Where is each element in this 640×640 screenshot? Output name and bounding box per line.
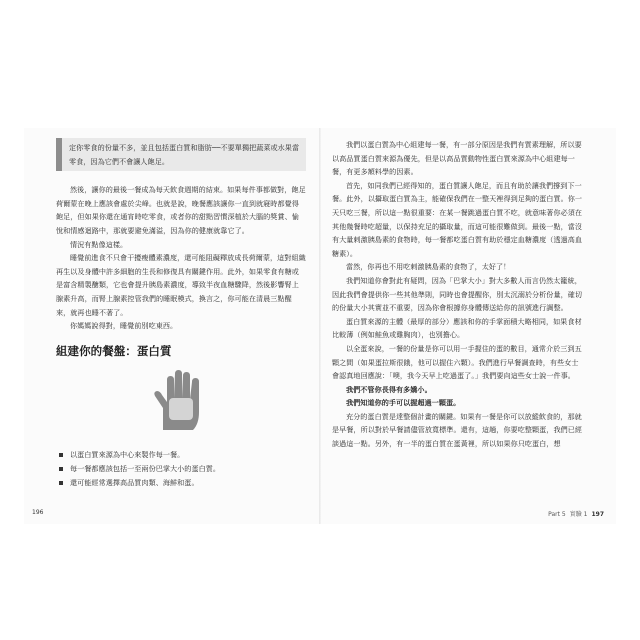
paragraph: 以全蛋來說，一餐的份量是你可以用一手握住的蛋的數目，通常介於三到五顆之間（如果蛋拉斯很餓，他可以握住六顆）。我們進行早餐調查時，有些女士會認真地回應說：「噢，我今天早上吃過蛋了。」我們要向這些女士說一件事。 (332, 343, 582, 381)
paragraph: 我們以蛋白質為中心組建每一餐，有一部分原因是我們有質素理解，所以要以高品質蛋白質來源為優先，但是以高品質動物性蛋白質來源為中心組建每一餐，有更多額料學的因素。 (332, 140, 582, 177)
bullet-list (56, 448, 306, 489)
paragraph: 然後，讓你的最後一餐成為每天飲食週期的結束。如果每件事都做對，飽足荷爾蒙在晚上應該會處於尖峰。也就是說，晚餐應該讓你一直到就寢時都覺得飽足，但如果你還在通宵時吃零食，或者你的甜點習慣深植於大腦的獎賞、愉悅和情感迴路中，那就要避免滿溢，因為你的健康就靠它了。 (56, 185, 306, 235)
callout-text: 定你零食的份量不多，並且包括蛋白質和脂肪──不要單獨把蔬菜或水果當零食，因為它們不會讓人飽足。 (69, 143, 300, 166)
running-footer-right (548, 509, 604, 518)
section-heading: 組建你的餐盤：蛋白質 (56, 343, 172, 358)
paragraph: 睡覺前進食不只會干擾瘦體素濃度，還可能阻礙釋放成長荷爾蒙，這對組織再生以及身體中許多細胞的生長和修復具有關鍵作用。此外，如果零食有糖或是富含精製醣類，它也會提升胰島素濃度，導致半夜血糖驟降，然後影響腎上腺素升高，而腎上腺素控管我們的睡眠模式，換言之，你可能在清晨三點醒來，就再也睡不著了。 (56, 253, 306, 317)
paragraph: 你媽媽說得對，睡覺前別吃東西。 (70, 321, 178, 331)
paragraph: 蛋白質來源的主體（最厚的部分）應該和你的手掌面積大略相同，如果食材比較薄（例如鮭魚或雞胸肉），也別擔心。 (332, 316, 582, 340)
left-page (56, 138, 306, 489)
list-item: 還可能經常選擇高品質肉類、海鮮和蛋。 (56, 476, 306, 490)
right-page (332, 138, 584, 451)
paragraph: 充分的蛋白質是達整個計畫的關鍵。如果有一餐是你可以放縱飲食的，那就是早餐，所以對於早餐請儘管放寬標準。還有，這趟，你要吃整顆蛋，我們已經談過這一點。另外，有一半的蛋白質在蛋黃裡，所以如果你只吃蛋白，想 (332, 411, 583, 449)
book-gutter (319, 128, 321, 524)
page-number-left: 196 (32, 509, 44, 516)
footer-section: Part 5 (548, 511, 566, 518)
list-item: 每一餐都應該包括一至兩份巴掌大小的蛋白質。 (56, 462, 306, 476)
emphasis-line: 我們知道你的手可以握超過一顆蛋。 (346, 398, 461, 408)
paragraph: 我們知道你會對此有疑問，因為「巴掌大小」對大多數人而言仍然太籠統，因此我們會提供你一些其他準則，同時也會提醒你，別太沉溺於分析份量，確切的份量大小其實並不重要，因為你會根據你身體傳送給你的訊號進行調整。 (332, 275, 583, 313)
list-item: 以蛋白質來源為中心來製作每一餐。 (56, 448, 306, 462)
page-number-right: 197 (591, 511, 604, 518)
palm-hand-icon (149, 368, 213, 434)
paragraph: 當然，你再也不用吃刺激胰島素的食物了，太好了！ (346, 262, 511, 272)
paragraph: 情況有點像這樣。 (70, 239, 128, 249)
emphasis-line: 我們不管你長得有多嬌小。 (346, 384, 432, 394)
paragraph: 首先，如同我們已經得知的，蛋白質讓人飽足，而且有助於讓我們撐到下一餐。此外，以攝取蛋白質為主，能確保我們在一整天裡得到足夠的蛋白質。你一天只吃三餐，所以這一點很重要：在某一餐跳過蛋白質不吃，就意味著你必須在其他幾餐時吃超量，以保持充足的攝取量，而這可能很難做到。最後一點，當沒有大量刺激胰島素的食物時，每一餐都吃蛋白質有助於穩定血糖濃度（透過高血糖素）。 (332, 180, 583, 258)
footer-title: 實驗 1 (569, 511, 588, 518)
callout-box (56, 138, 306, 171)
